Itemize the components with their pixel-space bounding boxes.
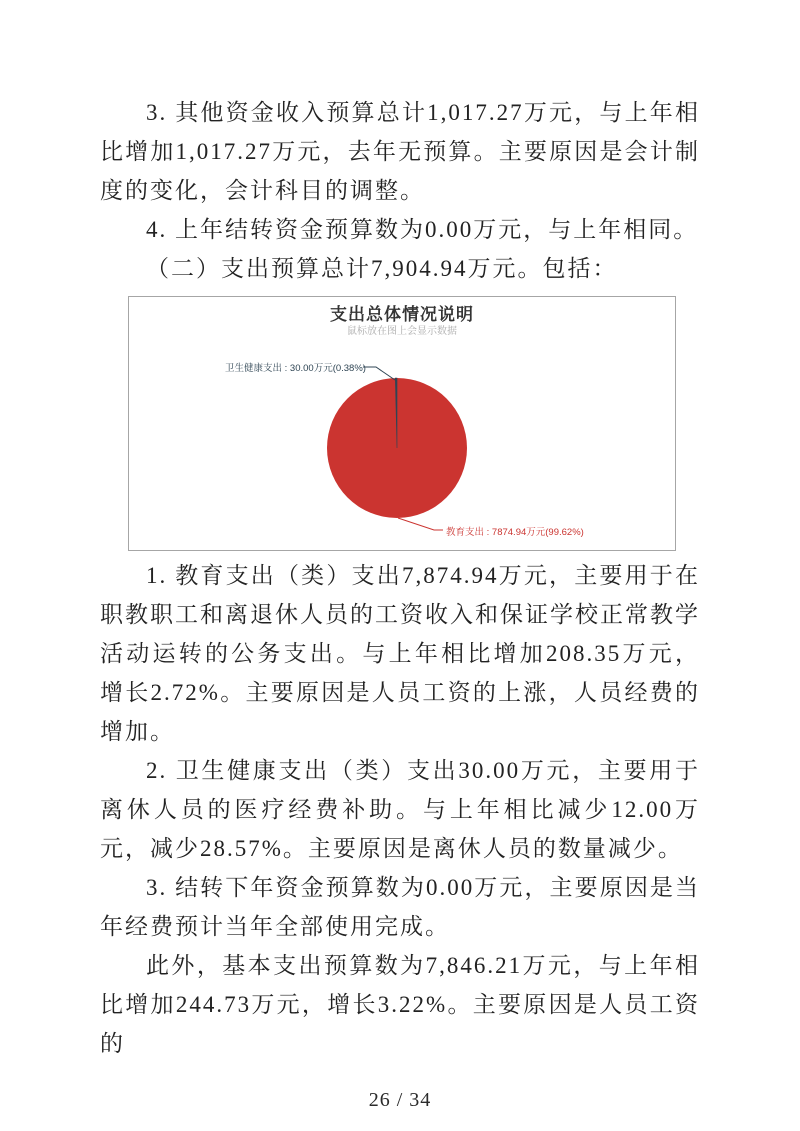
page-number: 26 / 34 bbox=[368, 1089, 432, 1111]
body-text-bottom bbox=[100, 556, 700, 1063]
paragraph-basic-expense: 此外，基本支出预算数为7,846.21万元，与上年相比增加244.73万元，增长3.22%。主要原因是人员工资的 bbox=[100, 953, 700, 1056]
paragraph-expense-total: （二）支出预算总计7,904.94万元。包括： bbox=[146, 256, 618, 281]
paragraph-carryover-income: 4. 上年结转资金预算数为0.00万元，与上年相同。 bbox=[146, 217, 699, 242]
body-text-top bbox=[100, 93, 700, 288]
paragraph-health-expense: 2. 卫生健康支出（类）支出30.00万元，主要用于离休人员的医疗经费补助。与上年相比减少12.00万元，减少28.57%。主要原因是离休人员的数量减少。 bbox=[100, 758, 700, 861]
expense-pie-chart bbox=[128, 296, 676, 551]
chart-title: 支出总体情况说明 bbox=[330, 305, 474, 324]
chart-subtitle: 鼠标放在图上会显示数据 bbox=[347, 326, 457, 337]
pie-svg bbox=[129, 297, 675, 550]
label-line-education bbox=[398, 518, 443, 530]
paragraph-other-income: 3. 其他资金收入预算总计1,017.27万元，与上年相比增加1,017.27万元，去年无预算。主要原因是会计制度的变化，会计科目的调整。 bbox=[100, 100, 700, 203]
pie-label-education: 教育支出 : 7874.94万元(99.62%) bbox=[446, 527, 584, 538]
paragraph-education-expense: 1. 教育支出（类）支出7,874.94万元，主要用于在职教职工和离退休人员的工资收入和保证学校正常教学活动运转的公务支出。与上年相比增加208.35万元，增长2.72%。主要原因是人员工资的上涨，人员经费的增加。 bbox=[100, 563, 700, 744]
paragraph-carryover-next-year: 3. 结转下年资金预算数为0.00万元，主要原因是当年经费预计当年全部使用完成。 bbox=[100, 875, 700, 939]
label-line-health bbox=[363, 367, 395, 380]
pie-label-health: 卫生健康支出 : 30.00万元(0.38%) bbox=[225, 363, 366, 374]
